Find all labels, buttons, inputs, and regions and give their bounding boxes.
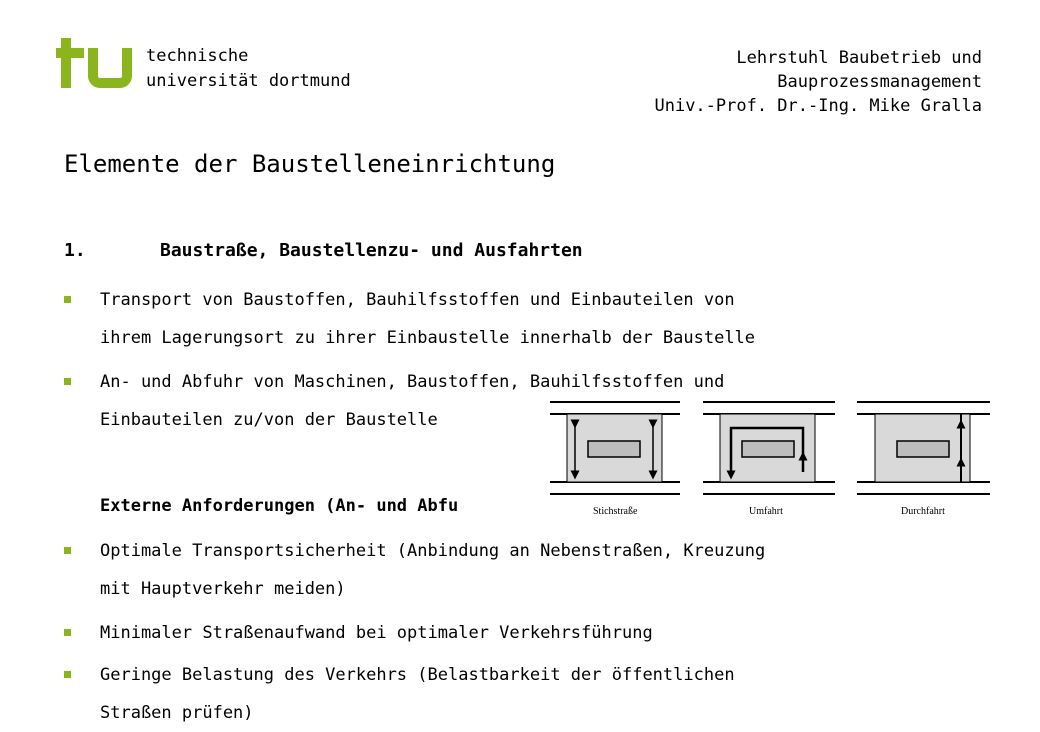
road-layout-diagram — [545, 390, 995, 518]
bullet-square-icon — [64, 378, 71, 385]
panel-stichstrasse — [550, 402, 680, 517]
bullet-square-icon — [64, 296, 71, 303]
university-name — [146, 44, 351, 94]
university-name-line2: universität dortmund — [146, 71, 351, 91]
chair-line1: Lehrstuhl Baubetrieb und — [736, 48, 982, 68]
chair-line2: Bauprozessmanagement — [777, 72, 982, 92]
bullet-item — [64, 656, 964, 732]
bullet-square-icon — [64, 629, 71, 636]
bullet-square-icon — [64, 547, 71, 554]
slide-title: Elemente der Baustelleneinrichtung — [64, 150, 556, 178]
chair-line3: Univ.-Prof. Dr.-Ing. Mike Gralla — [654, 96, 982, 116]
bullet-line1: An- und Abfuhr von Maschinen, Baustoffen, Bauhilfsstoffen und — [100, 372, 725, 392]
bullet-item — [64, 614, 964, 652]
panel-umfahrt — [703, 402, 835, 517]
figure-label-umfahrt: Umfahrt — [749, 506, 783, 517]
university-name-line1: technische — [146, 46, 249, 66]
figure-label-durchfahrt: Durchfahrt — [901, 506, 945, 517]
section-number: 1. — [64, 240, 86, 261]
bullet-line2: Straßen prüfen) — [100, 703, 254, 723]
bullet-line2: ihrem Lagerungsort zu ihrer Einbaustelle innerhalb der Baustelle — [100, 328, 756, 348]
figure-label-stichstrasse: Stichstraße — [593, 506, 638, 517]
chair-info — [654, 46, 982, 118]
bullet-line1: Geringe Belastung des Verkehrs (Belastbarkeit der öffentlichen — [100, 665, 735, 685]
bullet-line1: Minimaler Straßenaufwand bei optimaler Verkehrsführung — [100, 623, 653, 643]
bullet-item — [64, 281, 964, 357]
bullet-line2: mit Hauptverkehr meiden) — [100, 579, 346, 599]
tu-logo-icon — [56, 36, 132, 90]
bullet-square-icon — [64, 671, 71, 678]
subheading: Externe Anforderungen (An- und Abfu — [100, 496, 459, 516]
section-title: Baustraße, Baustellenzu- und Ausfahrten — [160, 240, 583, 261]
bullet-line1: Optimale Transportsicherheit (Anbindung an Nebenstraßen, Kreuzung — [100, 541, 766, 561]
bullet-item — [64, 532, 964, 608]
bullet-line1: Transport von Baustoffen, Bauhilfsstoffen und Einbauteilen von — [100, 290, 735, 310]
bullet-line2: Einbauteilen zu/von der Baustelle — [100, 410, 438, 430]
section-heading — [64, 240, 583, 261]
panel-durchfahrt — [857, 402, 990, 517]
